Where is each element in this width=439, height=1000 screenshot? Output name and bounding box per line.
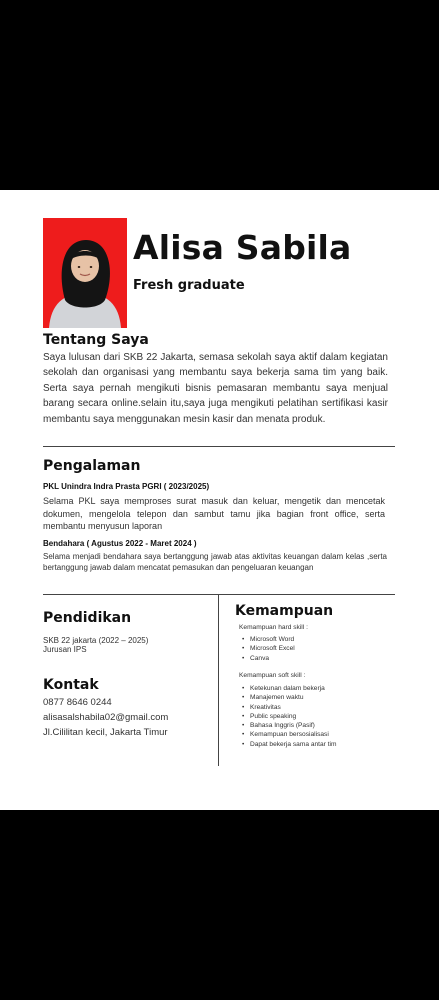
- skill-item: • Ketekunan dalam bekerja: [240, 684, 337, 693]
- skill-item: • Microsoft Word: [240, 635, 295, 644]
- soft-skill-label: Kemampuan soft skill :: [239, 672, 306, 679]
- divider: [43, 594, 395, 595]
- person-silhouette-icon: [43, 218, 127, 328]
- experience-text-1: Selama PKL saya memproses surat masuk dan keluar, mengetik dan mencetak dokumen, mengelola telepon dan sambut tamu jika bagian front office, serta membantu menyusun laporan: [43, 496, 385, 532]
- skill-item: • Kreativitas: [240, 703, 337, 712]
- skill-item: • Dapat bekerja sama antar tim: [240, 740, 337, 749]
- soft-skill-list: [240, 684, 337, 749]
- skill-item: • Kemampuan bersosialisasi: [240, 730, 337, 739]
- hard-skill-list: [240, 635, 295, 663]
- contact-address: Jl.Cililitan kecil, Jakarta Timur: [43, 727, 168, 738]
- experience-heading-1: PKL Unindra Indra Prasta PGRI ( 2023/2025): [43, 482, 210, 491]
- education-major: Jurusan IPS: [43, 645, 87, 655]
- education-details: [43, 636, 148, 655]
- education-title: Pendidikan: [43, 610, 132, 626]
- skill-item: • Microsoft Excel: [240, 644, 295, 653]
- experience-heading-2: Bendahara ( Agustus 2022 - Maret 2024 ): [43, 539, 197, 548]
- divider: [43, 446, 395, 447]
- column-divider: [218, 594, 219, 766]
- experience-title: Pengalaman: [43, 458, 141, 474]
- contact-title: Kontak: [43, 677, 99, 693]
- candidate-role: Fresh graduate: [133, 278, 245, 293]
- education-school: SKB 22 jakarta (2022 – 2025): [43, 636, 149, 645]
- contact-email: alisasalshabila02@gmail.com: [43, 712, 169, 723]
- about-title: Tentang Saya: [43, 332, 149, 348]
- skill-item: • Canva: [240, 654, 295, 663]
- contact-phone: 0877 8646 0244: [43, 697, 112, 708]
- resume-page: [0, 190, 439, 810]
- skill-item: • Bahasa Inggris (Pasif): [240, 721, 337, 730]
- skill-item: • Manajemen waktu: [240, 693, 337, 702]
- about-text: Saya lulusan dari SKB 22 Jakarta, semasa sekolah saya aktif dalam kegiatan sekolah dan organisasi yang membantu saya bekerja sama tim yang baik. Serta saya pernah mengikuti bisnis pemasaran membantu saya menjual barang secara online.selain itu,saya juga mengikuti pelatihan sertifikasi kasir membantu saya menggunakan mesin kasir dan menata produk.: [43, 352, 388, 425]
- experience-text-2: Selama menjadi bendahara saya bertanggung jawab atas aktivitas keuangan dalam kelas ,serta bertanggung jawab dalam mencatat pemasukan dan pengeluaran keuangan: [43, 552, 387, 572]
- skills-title: Kemampuan: [235, 603, 334, 619]
- hard-skill-label: Kemampuan hard skill :: [239, 624, 308, 631]
- candidate-name: Alisa Sabila: [133, 228, 352, 267]
- skill-item: • Public speaking: [240, 712, 337, 721]
- profile-photo: [43, 218, 127, 328]
- contact-details: [43, 695, 168, 740]
